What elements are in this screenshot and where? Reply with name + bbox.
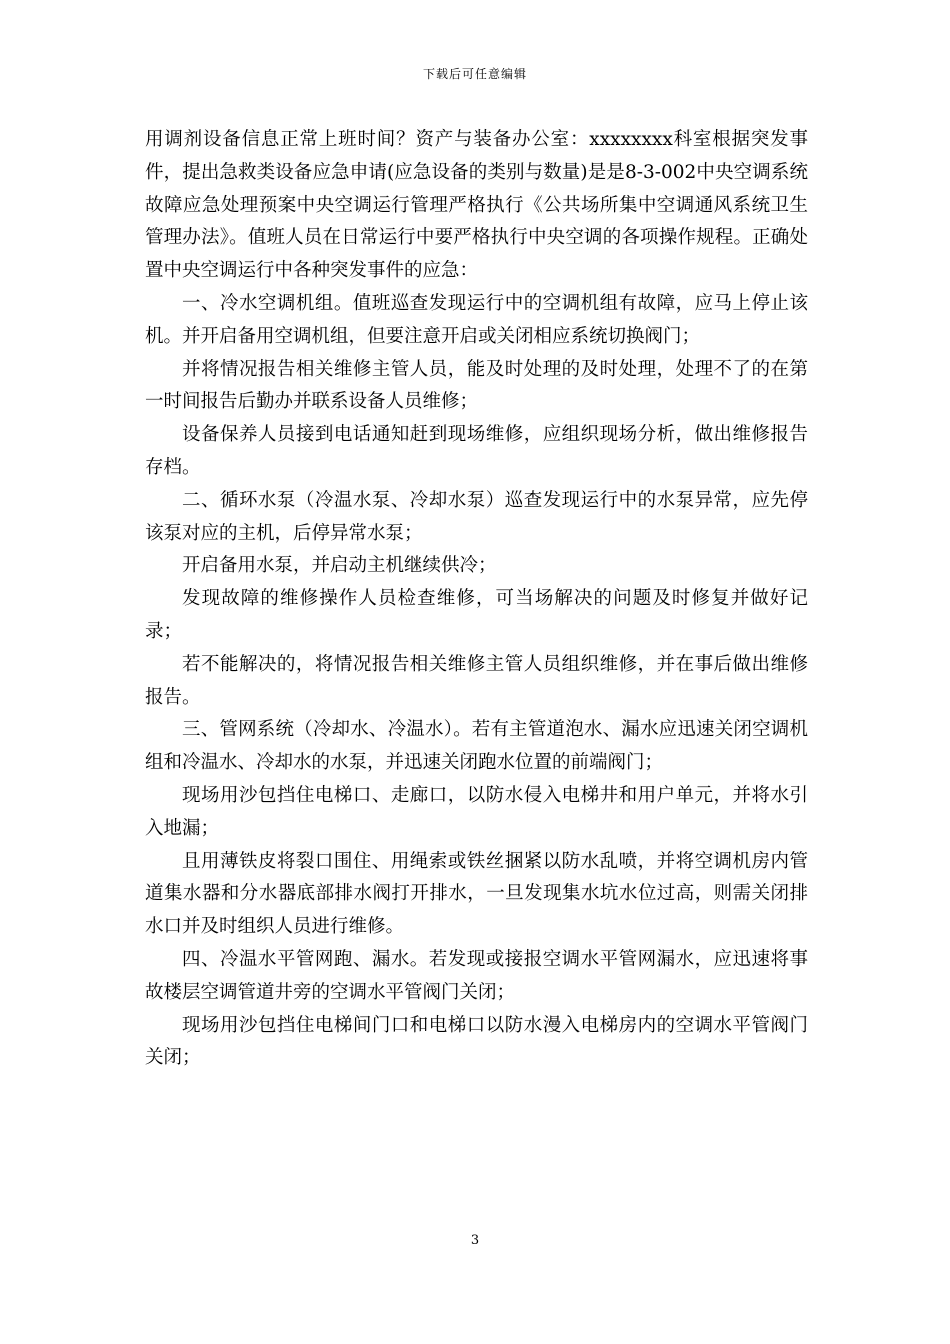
paragraph-section-1: 一、冷水空调机组。值班巡查发现运行中的空调机组有故障，应马上停止该机。并开启备用空调机组，但要注意开启或关闭相应系统切换阀门；: [145, 292, 808, 347]
header-note: 下载后可任意编辑: [422, 67, 527, 81]
paragraph: 并将情况报告相关维修主管人员，能及时处理的及时处理，处理不了的在第一时间报告后勤办并联系设备人员维修；: [145, 358, 808, 413]
paragraph: 现场用沙包挡住电梯口、走廊口，以防水侵入电梯井和用户单元，并将水引入地漏；: [145, 784, 808, 839]
paragraph-section-4: 四、冷温水平管网跑、漏水。若发现或接报空调水平管网漏水，应迅速将事故楼层空调管道井旁的空调水平管阀门关闭；: [145, 948, 808, 1003]
document-body: [145, 124, 808, 1075]
page-number: 3: [470, 1233, 480, 1248]
paragraph: 且用薄铁皮将裂口围住、用绳索或铁丝捆紧以防水乱喷，并将空调机房内管道集水器和分水器底部排水阀打开排水，一旦发现集水坑水位过高，则需关闭排水口并及时组织人员进行维修。: [145, 850, 808, 938]
paragraph-intro: 用调剂设备信息正常上班时间？资产与装备办公室：xxxxxxxx科室根据突发事件，提出急救类设备应急申请(应急设备的类别与数量)是是8-3-002中央空调系统故障应急处理预案中央空调运行管理严格执行《公共场所集中空调通风系统卫生管理办法》。值班人员在日常运行中要严格执行中央空调的各项操作规程。正确处置中央空调运行中各种突发事件的应急：: [145, 129, 808, 282]
paragraph-section-3: 三、管网系统（冷却水、冷温水）。若有主管道泡水、漏水应迅速关闭空调机组和冷温水、冷却水的水泵，并迅速关闭跑水位置的前端阀门；: [145, 719, 808, 774]
paragraph: 现场用沙包挡住电梯间门口和电梯口以防水漫入电梯房内的空调水平管阀门关闭；: [145, 1014, 808, 1069]
paragraph: 发现故障的维修操作人员检查维修，可当场解决的问题及时修复并做好记录；: [145, 588, 808, 642]
paragraph: 设备保养人员接到电话通知赶到现场维修，应组织现场分析，做出维修报告存档。: [145, 424, 808, 478]
paragraph: 开启备用水泵，并启动主机继续供冷；: [182, 555, 497, 577]
paragraph-section-2: 二、循环水泵（冷温水泵、冷却水泵）巡查发现运行中的水泵异常，应先停该泵对应的主机，后停异常水泵；: [145, 489, 808, 544]
paragraph: 若不能解决的，将情况报告相关维修主管人员组织维修，并在事后做出维修报告。: [145, 653, 808, 708]
